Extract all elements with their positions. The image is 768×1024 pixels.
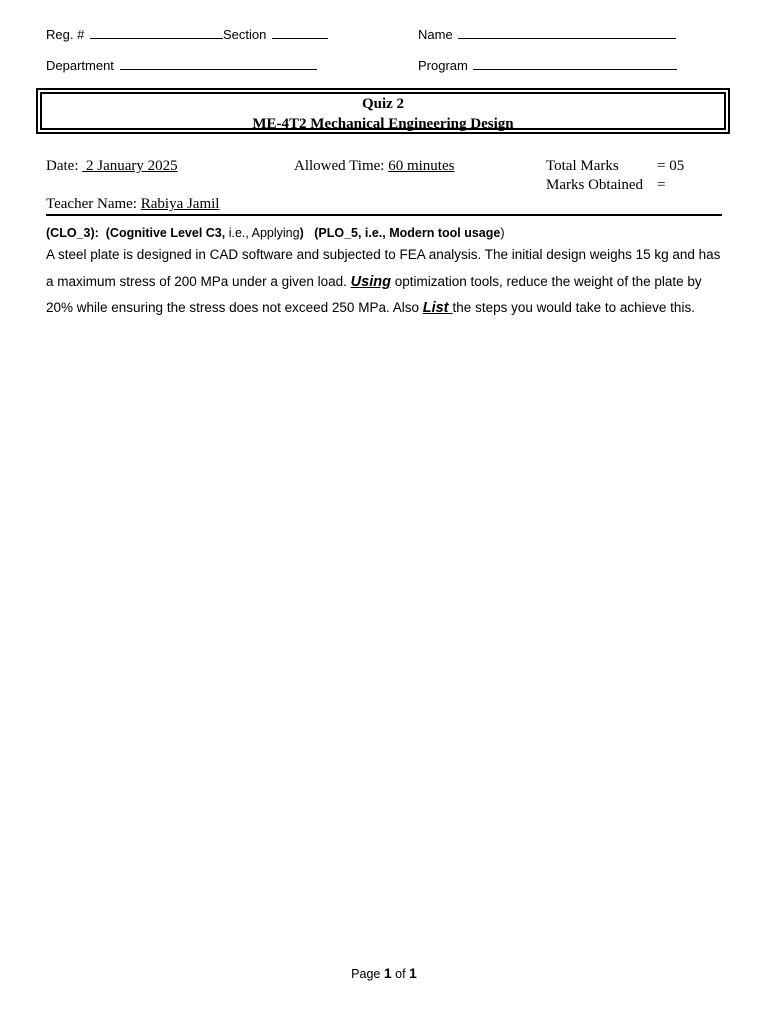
plo-close: )	[500, 226, 505, 240]
teacher-label: Teacher Name:	[46, 196, 137, 212]
department-field[interactable]	[46, 57, 317, 73]
of-label: of	[395, 967, 406, 981]
page-total: 1	[409, 965, 417, 981]
total-marks-value: = 05	[657, 158, 685, 174]
program-blank[interactable]	[473, 57, 677, 70]
section-blank[interactable]	[272, 26, 328, 39]
reg-field[interactable]	[46, 26, 328, 42]
allowed-time-field	[294, 158, 454, 175]
department-blank[interactable]	[120, 57, 317, 70]
date-field	[46, 158, 178, 175]
teacher-value: Rabiya Jamil	[140, 196, 220, 212]
allowed-time-label: Allowed Time:	[294, 158, 385, 174]
reg-blank[interactable]	[90, 26, 223, 39]
date-label: Date:	[46, 158, 79, 174]
cognitive-level-close: )	[299, 226, 304, 240]
program-label: Program	[418, 58, 468, 73]
cognitive-level: (Cognitive Level C3,	[105, 226, 226, 240]
question-emphasis-using: Using	[350, 273, 391, 290]
plo-code: (PLO_5, i.e., Modern tool usage	[314, 226, 501, 240]
question-text	[46, 242, 726, 322]
name-field[interactable]	[418, 26, 676, 42]
quiz-title: Quiz 2	[361, 96, 405, 112]
course-title: ME-4T2 Mechanical Engineering Design	[252, 116, 514, 132]
teacher-field	[46, 196, 219, 213]
marks-obtained-value: =	[657, 177, 666, 193]
program-field[interactable]	[418, 57, 677, 73]
name-blank[interactable]	[458, 26, 676, 39]
section-label: Section	[222, 27, 267, 42]
page-label: Page	[351, 967, 381, 981]
separator-rule	[46, 214, 722, 216]
question-part-1: A steel plate is designed in CAD software and subjected to FEA analysis. The initial design weighs 15 kg and has a maximum stress of 200 MPa under a given load.	[46, 247, 721, 289]
department-label: Department	[46, 58, 114, 73]
cognitive-level-detail: i.e., Applying	[225, 226, 300, 240]
page-number: 1	[383, 965, 392, 981]
marks-obtained-label: Marks Obtained	[546, 177, 644, 193]
allowed-time-value: 60 minutes	[388, 158, 455, 174]
clo-line	[46, 226, 505, 240]
total-marks-label: Total Marks	[546, 158, 619, 174]
page-footer	[0, 965, 768, 981]
question-part-3: the steps you would take to achieve this.	[452, 300, 695, 315]
title-box	[36, 88, 730, 134]
question-part-2: optimization tools, reduce the weight of the plate by 20% while ensuring the stress does not exceed 250 MPa. Also	[46, 273, 702, 315]
date-value: 2 January 2025	[82, 158, 178, 174]
name-label: Name	[418, 27, 453, 42]
clo-open: (	[46, 226, 51, 240]
question-emphasis-list: List	[422, 300, 453, 316]
reg-label: Reg. #	[46, 27, 85, 42]
clo-code: CLO_3):	[50, 226, 99, 240]
title-inner	[40, 92, 726, 130]
